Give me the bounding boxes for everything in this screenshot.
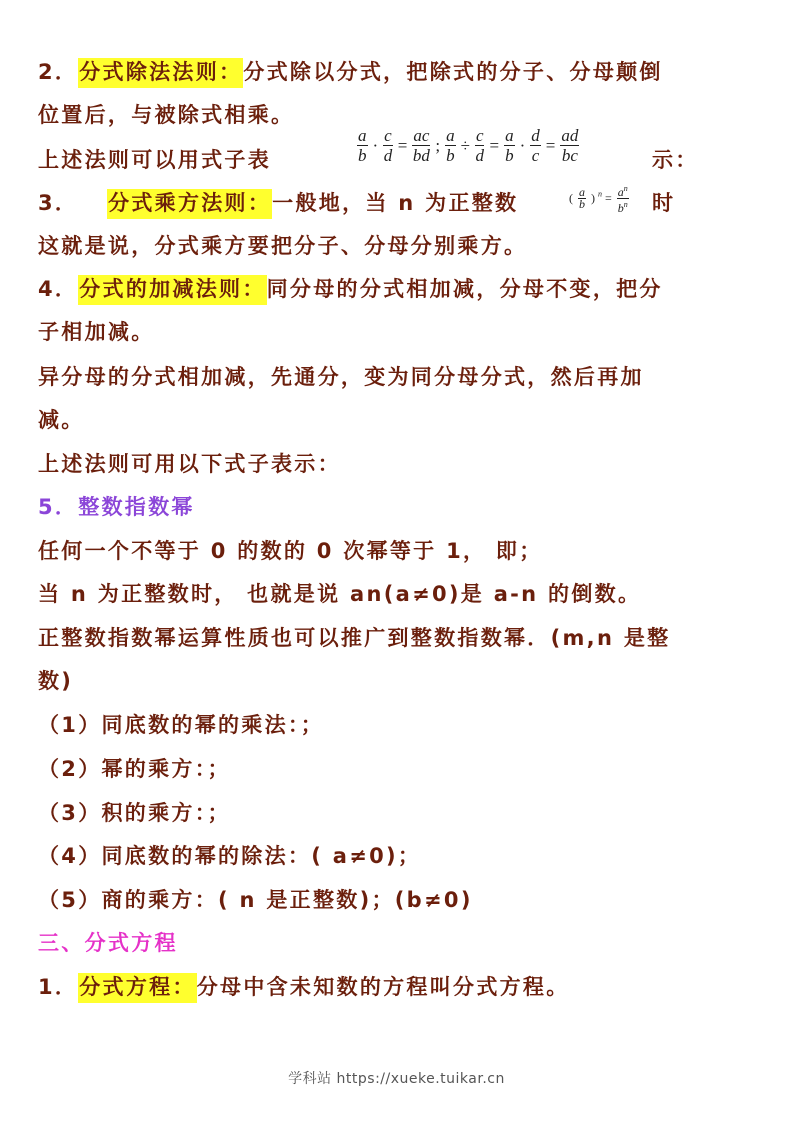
formula-intro-tail: 示： (652, 148, 699, 172)
fraction: $\frac{a}{b}$ (446, 126, 455, 165)
paragraph-line: 当 n 为正整数时， 也就是说 an(a≠0)是 a-n 的倒数。 (38, 582, 642, 606)
property-item: （1）同底数的幂的乘法：； (38, 713, 325, 737)
fraction: $\frac{a}{b}$ (358, 126, 367, 165)
fraction: $\frac{a}{b}$ (579, 185, 585, 211)
paragraph-line: 减。 (38, 408, 85, 432)
definition-line (38, 972, 758, 1002)
footer-watermark: 学科站 https://xueke.tuikar.cn (288, 1071, 505, 1087)
fraction: $\frac{c}{d}$ (383, 126, 393, 165)
fraction: $\frac{a^n}{b^n}$ (617, 184, 628, 215)
rule-power-line (38, 185, 758, 218)
fraction: $\frac{c}{d}$ (475, 126, 484, 165)
fraction: $\frac{ac}{bd}$ (412, 126, 430, 165)
highlight-division-rule: 分式除法法则： (78, 58, 243, 88)
property-item: （4）同底数的幂的除法：( a≠0)； (38, 844, 422, 868)
paragraph-line: 位置后，与被除式相乘。 (38, 103, 295, 127)
definition-text: 分母中含未知数的方程叫分式方程。 (196, 975, 570, 999)
rule-text: 分式除以分式，把除式的分子、分母颠倒 (243, 60, 663, 84)
section-heading-integer-exponent: 5．整数指数幂 (38, 495, 195, 519)
paragraph-line: 这就是说，分式乘方要把分子、分母分别乘方。 (38, 234, 528, 258)
rule-addition-line (38, 274, 758, 304)
division-formula: $\frac{a}{b}$ · $\frac{c}{d}$ = $\frac{ac}{bd}$ ; $\frac{a}{b}$ ÷ $\frac{c}{d}$ = $\frac{a}{b}$ · $\frac{d}{c}$ = $\frac{ad}{bc}$ (358, 126, 579, 165)
property-item: （5）商的乘方：( n 是正整数)；(b≠0) (38, 888, 473, 912)
item-number: 1． (38, 975, 79, 999)
formula-intro-text: 上述法则可以用式子表 (38, 148, 271, 172)
paragraph-line: 任何一个不等于 0 的数的 0 次幂等于 1， 即； (38, 539, 543, 563)
fraction: $\frac{d}{c}$ (531, 126, 540, 165)
item-number: 2． (38, 60, 79, 84)
rule-text: 一般地，当 n 为正整数 (272, 191, 519, 215)
highlight-power-rule: 分式乘方法则： (107, 189, 272, 219)
power-rule-tail: 时 (652, 191, 676, 215)
power-formula: ( $\frac{a}{b}$ ) $^n$ = $\frac{a^n}{b^n}$ (569, 184, 628, 215)
rule-division-line (38, 57, 758, 87)
highlight-fraction-equation: 分式方程： (78, 973, 197, 1003)
item-number: 3． (38, 191, 88, 215)
paragraph-line: 子相加减。 (38, 320, 155, 344)
rule-text: 同分母的分式相加减，分母不变，把分 (266, 277, 663, 301)
highlight-addition-rule: 分式的加减法则： (78, 275, 266, 305)
property-item: （3）积的乘方：； (38, 801, 231, 825)
paragraph-line: 异分母的分式相加减，先通分，变为同分母分式，然后再加 (38, 365, 644, 389)
fraction: $\frac{ad}{bc}$ (561, 126, 579, 165)
paragraph-line: 数) (38, 669, 74, 693)
item-number: 4． (38, 277, 79, 301)
paragraph-line: 上述法则可用以下式子表示： (38, 452, 341, 476)
paragraph-line: 正整数指数幂运算性质也可以推广到整数指数幂．(m,n 是整 (38, 626, 671, 650)
section-heading-fraction-equation: 三、分式方程 (38, 931, 178, 955)
property-item: （2）幂的乘方：； (38, 757, 231, 781)
fraction: $\frac{a}{b}$ (505, 126, 514, 165)
